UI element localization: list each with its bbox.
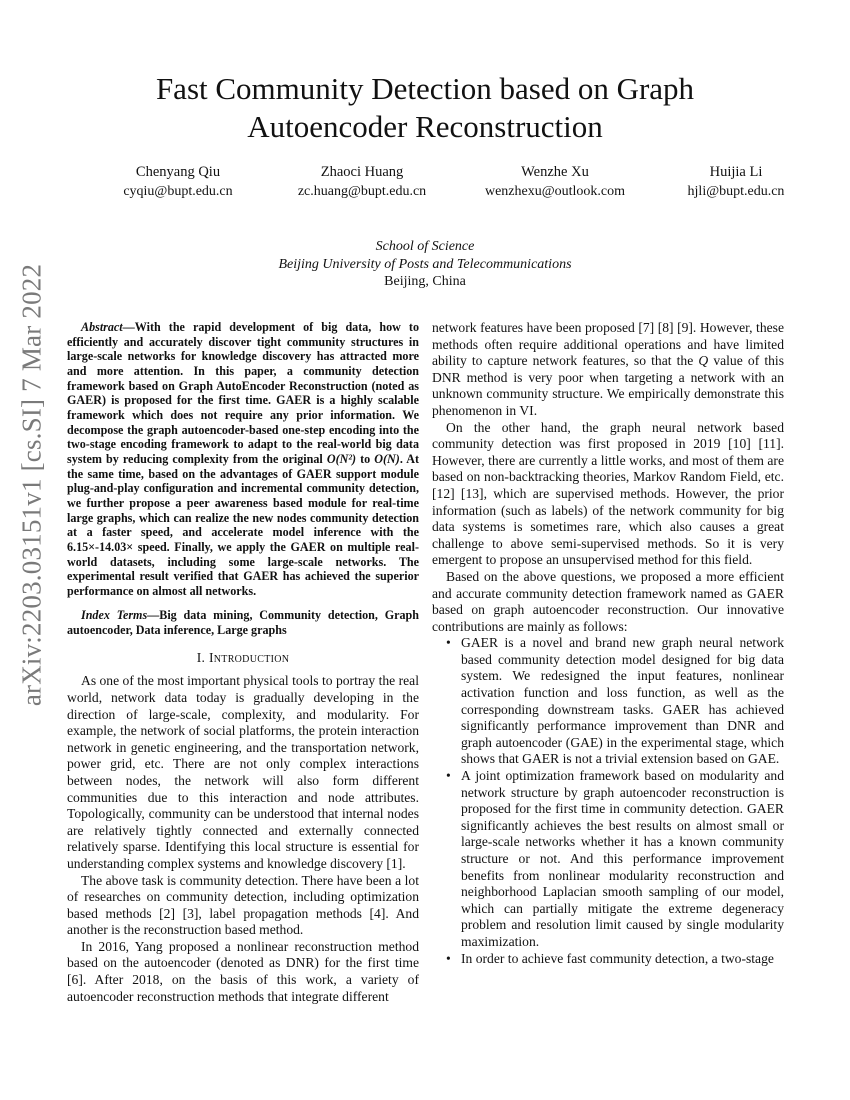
paragraph: In 2016, Yang proposed a nonlinear reconstruction method based on the autoencoder (denoted as DNR) for the first time [6]. After 2018, on the basis of this work, a variety of autoencoder reconstruction methods that integrate different xyxy=(67,938,419,1004)
paragraph: On the other hand, the graph neural network based community detection was first proposed in 2019 [10] [11]. However, there are currently a little works, and most of them are based on non-backtracking theories, Markov Random Field, etc. [12] [13], which are supervised methods. However, the prior information (such as labels) of the network community for big data systems is sometimes rare, which also causes a great challenge to above semi-supervised methods. So it is very emergent to propose an unsupervised method for this field. xyxy=(432,419,784,568)
right-column xyxy=(432,320,784,967)
abstract-lead: Abstract xyxy=(81,320,123,334)
paragraph: As one of the most important physical tools to portray the real world, network data today is gradually developing in the direction of large-scale, complexity, and modularity. For example, the network of social platforms, the protein interaction network in genetic engineering, and the transportation network, power grid, etc. There are not only complex interactions between nodes, the network will also form different communities due to this interaction and node attributes. Topologically, community can be understood that internal nodes are relatively tightly connected and externally connected relatively sparse. Identifying this local structure is essential for understanding complex systems and knowledge discovery [1]. xyxy=(67,673,419,871)
list-item: • GAER is a novel and brand new graph neural network based community detection model designed for big data system. We redesigned the input features, nonlinear activation function and loss function, as well as the corresponding downstream tasks. GAER has achieved significantly performance improvement than DNR and graph autoencoder (GAE) in the experimental stage, which shows that GAER is not a trivial extension based on GAE. xyxy=(446,635,784,767)
affiliation-university: Beijing University of Posts and Telecommunications xyxy=(278,256,572,272)
affiliation xyxy=(225,238,625,291)
arxiv-identifier xyxy=(6,263,58,707)
affiliation-location: Beijing, China xyxy=(384,274,466,289)
author-email: hjli@bupt.edu.cn xyxy=(687,184,785,199)
bullet-icon: • xyxy=(446,635,451,651)
author-block xyxy=(455,163,655,201)
author-block xyxy=(262,163,462,201)
list-item: • In order to achieve fast community detection, a two-stage xyxy=(446,950,774,966)
index-terms-lead: Index Terms xyxy=(81,608,148,623)
section-heading: I. Introduction xyxy=(196,649,290,665)
math-symbol: Q xyxy=(698,353,709,369)
author-email: cyqiu@bupt.edu.cn xyxy=(123,184,233,199)
arxiv-id-text: arXiv:2203.03151v1 [cs.SI] 7 Mar 2022 xyxy=(16,263,47,707)
paper-title: Fast Community Detection based on Graph Autoencoder Reconstruction xyxy=(155,71,695,144)
math-expression: O(N²) xyxy=(326,451,357,466)
bullet-icon: • xyxy=(446,768,451,784)
list-item: • A joint optimization framework based on modularity and network structure by graph autoencoder reconstruction is proposed for the first time in community detection. GAER significantly achieves the best results on almost small or large-scale networks whether it has a known community structure or not. And this performance improvement benefits from nonlinear modularity reconstruction and neighborhood Laplacian smooth sampling of our model, which can partially mitigate the extreme degeneracy problem and resolution limit caused by single modularity maximization. xyxy=(446,768,784,949)
author-block xyxy=(78,163,278,201)
paragraph: The above task is community detection. There have been a lot of researches on community detection, including optimization based methods [2] [3], label propagation methods [4]. And another is the reconstruction based method. xyxy=(67,872,419,938)
paragraph: Based on the above questions, we proposed a more efficient and accurate community detection framework named as GAER based on graph autoencoder reconstruction. Our innovative contributions are mainly as follows: xyxy=(432,568,784,634)
affiliation-dept: School of Science xyxy=(375,239,475,254)
author-name: Huijia Li xyxy=(709,164,763,180)
math-expression: O(N) xyxy=(374,451,400,466)
left-column xyxy=(67,320,419,1005)
author-name: Wenzhe Xu xyxy=(521,164,589,180)
author-name: Zhaoci Huang xyxy=(320,164,404,180)
author-block xyxy=(636,163,836,201)
author-name: Chenyang Qiu xyxy=(135,164,221,180)
author-email: wenzhexu@outlook.com xyxy=(484,184,626,199)
bullet-icon: • xyxy=(446,950,451,966)
paragraph: network features have been proposed [7] [8] [9]. However, these methods often require additional operations and have limited ability to capture network features, so that the Q value of this DNR method is very poor when targeting a network with an unknown community structure. We empirically demonstrate this phenomenon in VI. xyxy=(432,320,784,418)
index-terms: Index Terms—Big data mining, Community detection, Graph autoencoder, Data inference, Large graphs xyxy=(67,608,419,638)
author-email: zc.huang@bupt.edu.cn xyxy=(297,184,427,199)
contributions-list xyxy=(432,635,784,967)
abstract: Abstract—With the rapid development of big data, how to efficiently and accurately discover tight community structures in large-scale networks for knowledge discovery has attracted more and more attention. In this paper, a community detection framework based on Graph AutoEncoder Reconstruction (noted as GAER) is proposed for the first time. GAER is a highly scalable framework which does not require any prior information. We decompose the graph autoencoder-based one-step encoding into the two-stage encoding framework to adapt to the real-world big data system by reducing complexity from the original O(N²) to O(N). At the same time, based on the advantages of GAER support module plug-and-play configuration and incremental community detection, we further propose a peer awareness based module for real-time large graphs, which can realize the new nodes community detection at a faster speed, and accelerate model inference with the 6.15×-14.03× speed. Finally, we apply the GAER on multiple real-world datasets, including some large-scale networks. The experimental result verified that GAER has achieved the superior performance on almost all networks. xyxy=(67,320,420,598)
